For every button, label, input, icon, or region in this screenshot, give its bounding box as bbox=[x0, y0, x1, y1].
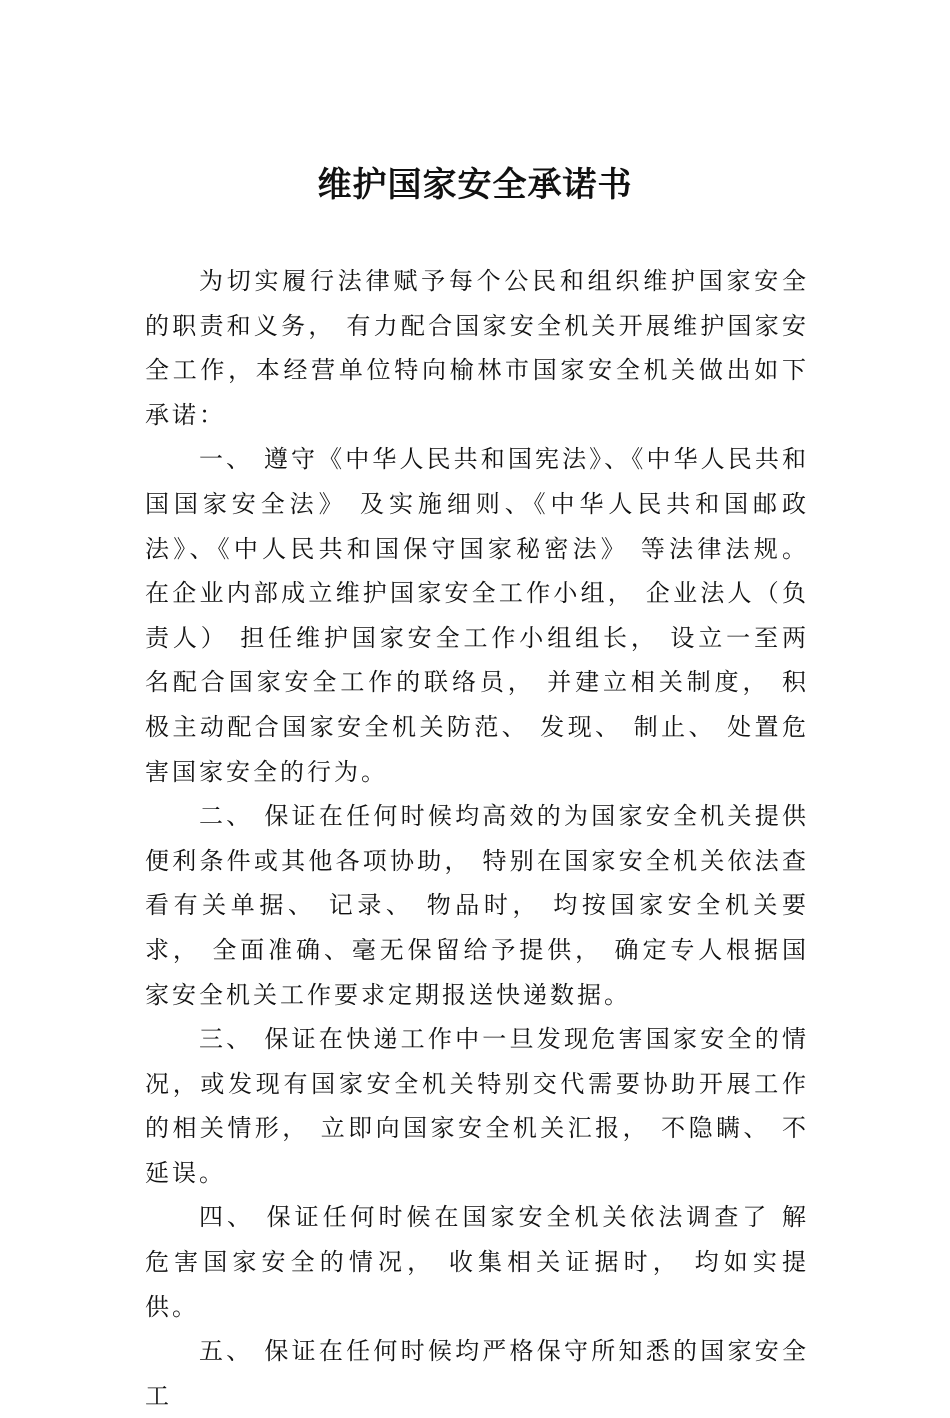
commitment-2-paragraph: 二、 保证在任何时候均高效的为国家安全机关提供便利条件或其他各项协助， 特别在国家安全机关依法查看有关单据、 记录、 物品时， 均按国家安全机关要求， 全面准确、毫无保留给予提供， 确定专人根据国家安全机关工作要求定期报送快递数据。 bbox=[145, 802, 809, 1009]
document-body bbox=[145, 259, 809, 1418]
commitment-4-paragraph: 四、 保证任何时候在国家安全机关依法调查了 解危害国家安全的情况， 收集相关证据时， 均如实提供。 bbox=[145, 1203, 809, 1321]
commitment-5-paragraph: 五、 保证在任何时候均严格保守所知悉的国家安全工 bbox=[145, 1337, 809, 1410]
document-title: 维护国家安全承诺书 bbox=[317, 165, 633, 205]
commitment-3-paragraph: 三、 保证在快递工作中一旦发现危害国家安全的情况，或发现有国家安全机关特别交代需要协助开展工作的相关情形， 立即向国家安全机关汇报， 不隐瞒、 不延误。 bbox=[145, 1025, 809, 1187]
intro-paragraph: 为切实履行法律赋予每个公民和组织维护国家安全的职责和义务， 有力配合国家安全机关开展维护国家安全工作，本经营单位特向榆林市国家安全机关做出如下承诺： bbox=[145, 267, 809, 429]
commitment-1-paragraph: 一、 遵守《中华人民共和国宪法》、《中华人民共和国国家安全法》 及实施细则、《中华人民共和国邮政法》、《中人民共和国保守国家秘密法》 等法律法规。 在企业内部成立维护国家安全工作小组， 企业法人（负责人） 担任维护国家安全工作小组组长， 设立一至两名配合国家安全工作的联络员， 并建立相关制度， 积极主动配合国家安全机关防范、 发现、 制止、 处置危害国家安全的行为。 bbox=[145, 445, 809, 786]
